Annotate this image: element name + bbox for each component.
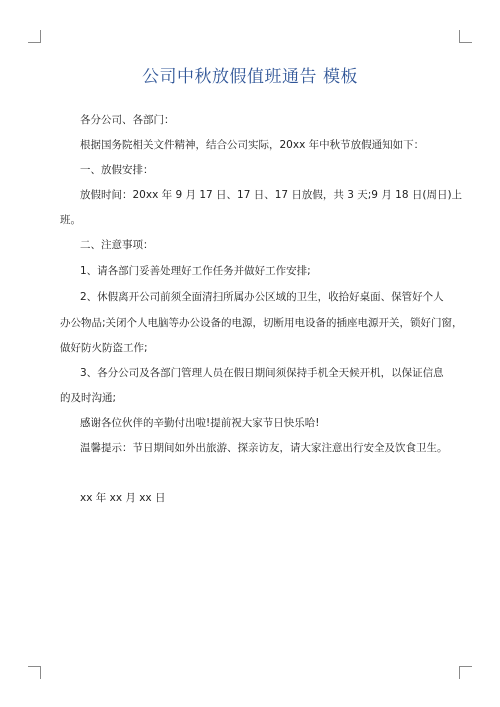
- note-2-line-3: 做好防火防盗工作;: [60, 342, 148, 354]
- crop-mark-bottom-right: [459, 666, 472, 679]
- note-2-line-2: 办公物品;关闭个人电脑等办公设备的电源，切断用电设备的插座电源开关，锁好门窗，: [60, 317, 463, 329]
- section-heading-2: 二、注意事项：: [80, 239, 154, 251]
- document-title: 公司中秋放假值班通告 模板: [142, 67, 358, 87]
- note-3-line-1: 3、各分公司及各部门管理人员在假日期间须保持手机全天候开机，以保证信息: [80, 367, 444, 379]
- thanks-line: 感谢各位伙伴的辛勤付出啦!提前祝大家节日快乐哈!: [80, 417, 320, 429]
- note-1: 1、请各部门妥善处理好工作任务并做好工作安排;: [80, 265, 311, 277]
- intro-paragraph: 根据国务院相关文件精神，结合公司实际，20xx 年中秋节放假通知如下：: [80, 139, 425, 151]
- date-line: xx 年 xx 月 xx 日: [80, 492, 166, 504]
- salutation: 各分公司、各部门：: [80, 114, 175, 126]
- holiday-time-line-2: 班。: [60, 214, 81, 226]
- crop-mark-top-right: [459, 30, 472, 43]
- holiday-time-line-1: 放假时间：20xx 年 9 月 17 日、17 日、17 日放假，共 3 天;9 月 18 日(周日)上: [80, 189, 463, 201]
- section-heading-1: 一、放假安排：: [80, 164, 154, 176]
- note-3-line-2: 的及时沟通;: [60, 392, 117, 404]
- crop-mark-top-left: [28, 30, 41, 43]
- crop-mark-bottom-left: [28, 666, 41, 679]
- reminder-line: 温馨提示：节日期间如外出旅游、探亲访友，请大家注意出行安全及饮食卫生。: [80, 442, 448, 454]
- note-2-line-1: 2、休假离开公司前须全面清扫所属办公区域的卫生，收拾好桌面、保管好个人: [80, 291, 444, 303]
